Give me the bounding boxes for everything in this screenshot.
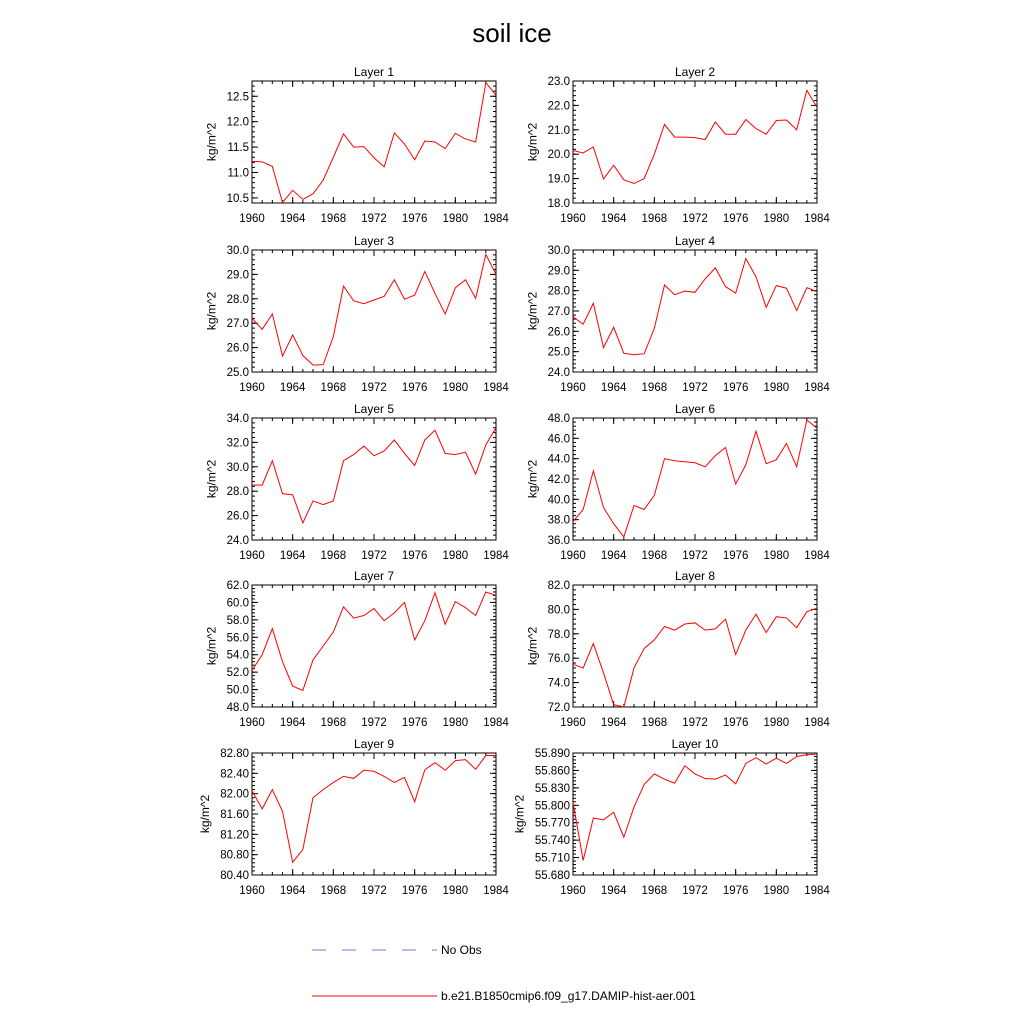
x-tick-label: 1968: [320, 550, 347, 562]
x-tick-label: 1968: [641, 717, 668, 729]
series-line-layer-3: [252, 254, 496, 365]
y-tick-label: 23.0: [547, 76, 570, 88]
legend: [312, 943, 696, 1003]
y-tick-label: 42.0: [547, 474, 570, 486]
panel-layer-3: [205, 234, 510, 394]
series-line-layer-4: [573, 259, 817, 355]
x-tick-label: 1976: [722, 382, 749, 394]
y-tick-label: 54.0: [226, 649, 249, 662]
x-tick-label: 1968: [320, 717, 347, 729]
panel-title: Layer 2: [674, 65, 716, 79]
figure-title: soil ice: [472, 18, 552, 48]
panel-grid: [198, 65, 830, 897]
x-tick-label: 1960: [239, 885, 265, 897]
y-tick-label: 62.0: [226, 580, 249, 592]
panel-title: Layer 8: [674, 569, 716, 583]
panel-frame: [573, 250, 817, 372]
panel-title: Layer 6: [674, 402, 716, 416]
y-tick-label: 22.0: [547, 100, 570, 113]
x-tick-label: 1976: [401, 213, 428, 225]
y-tick-label: 56.0: [226, 632, 249, 645]
y-tick-label: 28.0: [226, 486, 249, 499]
legend-label-no-obs: No Obs: [441, 943, 482, 957]
y-tick-label: 24.0: [226, 535, 249, 547]
y-tick-label: 82.40: [220, 768, 249, 781]
y-tick-label: 55.830: [534, 782, 570, 795]
x-tick-label: 1972: [682, 382, 708, 394]
y-tick-label: 44.0: [547, 453, 570, 466]
y-tick-label: 81.20: [220, 829, 249, 842]
panel-layer-1: [205, 65, 510, 225]
y-tick-label: 27.0: [226, 318, 249, 331]
series-line-layer-9: [252, 756, 496, 863]
y-tick-label: 24.0: [547, 367, 570, 379]
x-tick-label: 1972: [361, 382, 387, 394]
y-tick-label: 30.0: [226, 461, 249, 474]
y-tick-label: 34.0: [226, 413, 249, 425]
x-tick-label: 1984: [483, 550, 509, 562]
panel-frame: [573, 418, 817, 540]
series-line-layer-8: [573, 608, 817, 707]
panel-layer-5: [205, 402, 510, 562]
y-tick-label: 28.0: [226, 293, 249, 306]
legend-label-model-run: b.e21.B1850cmip6.f09_g17.DAMIP-hist-aer.001: [441, 989, 696, 1003]
x-tick-label: 1980: [442, 213, 469, 225]
x-tick-label: 1968: [320, 382, 347, 394]
x-tick-label: 1972: [682, 213, 708, 225]
panel-layer-9: [198, 737, 509, 897]
x-tick-label: 1976: [401, 885, 428, 897]
x-tick-label: 1960: [560, 382, 586, 394]
y-tick-label: 80.40: [220, 870, 249, 882]
y-tick-label: 29.0: [547, 265, 570, 278]
y-tick-label: 72.0: [547, 702, 570, 714]
y-tick-label: 11.0: [227, 167, 249, 180]
x-tick-label: 1984: [804, 885, 830, 897]
y-tick-label: 10.5: [226, 192, 249, 205]
x-tick-label: 1976: [722, 550, 749, 562]
y-tick-label: 20.0: [547, 149, 570, 162]
y-tick-label: 26.0: [547, 326, 570, 339]
x-tick-label: 1968: [320, 213, 347, 225]
series-line-layer-7: [252, 592, 496, 690]
y-tick-label: 82.0: [547, 580, 570, 592]
panel-frame: [573, 585, 817, 707]
y-tick-label: 74.0: [547, 677, 570, 690]
x-tick-label: 1964: [279, 213, 306, 225]
y-tick-label: 36.0: [547, 535, 570, 547]
y-axis-label: kg/m^2: [512, 794, 527, 834]
y-tick-label: 55.890: [534, 748, 570, 760]
x-tick-label: 1984: [804, 550, 830, 562]
y-tick-label: 25.0: [547, 346, 570, 359]
y-tick-label: 48.0: [547, 413, 570, 425]
x-tick-label: 1960: [560, 550, 586, 562]
y-tick-label: 55.800: [534, 800, 570, 813]
x-tick-label: 1960: [239, 717, 265, 729]
y-tick-label: 25.0: [226, 367, 249, 379]
x-tick-label: 1968: [641, 213, 668, 225]
x-tick-label: 1960: [560, 885, 586, 897]
y-tick-label: 82.80: [220, 748, 249, 760]
x-tick-label: 1960: [239, 550, 265, 562]
y-tick-label: 32.0: [226, 437, 249, 450]
y-tick-label: 40.0: [547, 494, 570, 507]
y-axis-label: kg/m^2: [204, 291, 219, 331]
x-tick-label: 1964: [600, 885, 627, 897]
y-tick-label: 82.00: [220, 788, 249, 801]
x-tick-label: 1984: [483, 885, 509, 897]
x-tick-label: 1972: [361, 213, 387, 225]
y-axis-label: kg/m^2: [198, 794, 212, 834]
x-tick-label: 1972: [682, 885, 708, 897]
x-tick-label: 1968: [641, 550, 668, 562]
x-tick-label: 1976: [401, 550, 428, 562]
x-tick-label: 1968: [320, 885, 347, 897]
x-tick-label: 1960: [560, 717, 586, 729]
y-tick-label: 55.710: [534, 852, 570, 865]
y-axis-label: kg/m^2: [525, 122, 540, 162]
panel-layer-10: [512, 737, 830, 897]
panel-layer-2: [526, 65, 831, 225]
y-tick-label: 80.0: [547, 604, 570, 617]
x-tick-label: 1984: [483, 213, 509, 225]
x-tick-label: 1980: [442, 717, 469, 729]
y-tick-label: 48.0: [226, 702, 249, 714]
x-tick-label: 1980: [763, 213, 790, 225]
y-tick-label: 81.60: [220, 809, 249, 821]
x-tick-label: 1964: [279, 550, 306, 562]
x-tick-label: 1984: [483, 382, 509, 394]
y-axis-label: kg/m^2: [204, 626, 219, 666]
y-tick-label: 46.0: [547, 433, 570, 446]
x-tick-label: 1964: [279, 382, 306, 394]
y-tick-label: 55.740: [534, 835, 570, 848]
x-tick-label: 1972: [682, 550, 708, 562]
panel-frame: [573, 81, 817, 203]
x-tick-label: 1980: [442, 382, 469, 394]
y-tick-label: 19.0: [547, 173, 570, 186]
panel-layer-8: [526, 569, 831, 729]
y-tick-label: 12.0: [226, 116, 249, 129]
y-axis-label: kg/m^2: [204, 459, 219, 499]
y-tick-label: 18.0: [547, 198, 570, 210]
y-tick-label: 60.0: [226, 597, 249, 610]
panel-title: Layer 3: [353, 234, 395, 248]
x-tick-label: 1968: [641, 382, 668, 394]
x-tick-label: 1960: [560, 213, 586, 225]
y-tick-label: 28.0: [547, 285, 570, 298]
x-tick-label: 1976: [722, 885, 749, 897]
y-tick-label: 30.0: [547, 245, 570, 257]
x-tick-label: 1960: [239, 213, 265, 225]
y-tick-label: 26.0: [226, 510, 249, 523]
x-tick-label: 1980: [442, 885, 469, 897]
x-tick-label: 1964: [279, 717, 306, 729]
panel-title: Layer 9: [353, 737, 395, 751]
x-tick-label: 1984: [804, 213, 830, 225]
x-tick-label: 1984: [804, 717, 830, 729]
x-tick-label: 1972: [361, 550, 387, 562]
panel-frame: [252, 418, 496, 540]
panel-frame: [252, 585, 496, 707]
panel-title: Layer 1: [353, 65, 395, 79]
series-line-layer-5: [252, 428, 496, 523]
series-line-layer-6: [573, 420, 817, 537]
x-tick-label: 1964: [279, 885, 306, 897]
x-tick-label: 1980: [763, 717, 790, 729]
panel-title: Layer 4: [674, 234, 716, 248]
x-tick-label: 1980: [442, 550, 469, 562]
panel-layer-7: [205, 569, 510, 729]
x-tick-label: 1980: [763, 885, 790, 897]
y-tick-label: 55.680: [534, 870, 570, 882]
y-tick-label: 12.5: [226, 91, 249, 104]
series-line-layer-10: [573, 754, 817, 860]
y-tick-label: 76.0: [547, 653, 570, 666]
series-line-layer-2: [573, 90, 817, 183]
y-tick-label: 30.0: [226, 245, 249, 257]
x-tick-label: 1984: [804, 382, 830, 394]
y-tick-label: 27.0: [547, 306, 570, 318]
y-tick-label: 21.0: [547, 124, 570, 137]
y-tick-label: 52.0: [226, 667, 249, 680]
y-tick-label: 80.80: [220, 849, 249, 862]
x-tick-label: 1964: [600, 213, 627, 225]
x-tick-label: 1980: [763, 382, 790, 394]
y-tick-label: 38.0: [547, 514, 570, 527]
y-tick-label: 26.0: [226, 342, 249, 355]
y-tick-label: 58.0: [226, 614, 249, 627]
x-tick-label: 1972: [361, 717, 387, 729]
x-tick-label: 1976: [722, 213, 749, 225]
panel-layer-6: [526, 402, 831, 562]
x-tick-label: 1976: [401, 717, 428, 729]
x-tick-label: 1976: [722, 717, 749, 729]
y-tick-label: 55.770: [534, 817, 570, 830]
x-tick-label: 1980: [763, 550, 790, 562]
y-tick-label: 78.0: [547, 628, 570, 641]
panel-layer-4: [526, 234, 831, 394]
y-axis-label: kg/m^2: [525, 291, 540, 331]
y-tick-label: 11.5: [227, 142, 249, 155]
x-tick-label: 1976: [401, 382, 428, 394]
x-tick-label: 1968: [641, 885, 668, 897]
x-tick-label: 1964: [600, 382, 627, 394]
y-tick-label: 55.860: [534, 765, 570, 778]
x-tick-label: 1972: [682, 717, 708, 729]
x-tick-label: 1964: [600, 717, 627, 729]
y-axis-label: kg/m^2: [204, 122, 219, 162]
x-tick-label: 1972: [361, 885, 387, 897]
panel-frame: [252, 250, 496, 372]
x-tick-label: 1960: [239, 382, 265, 394]
y-axis-label: kg/m^2: [525, 626, 540, 666]
y-tick-label: 50.0: [226, 684, 249, 697]
y-axis-label: kg/m^2: [525, 459, 540, 499]
x-tick-label: 1964: [600, 550, 627, 562]
y-tick-label: 29.0: [226, 269, 249, 282]
panel-title: Layer 10: [671, 737, 719, 751]
panel-frame: [252, 81, 496, 203]
panel-frame: [573, 753, 817, 875]
panel-title: Layer 7: [353, 569, 395, 583]
series-line-layer-1: [252, 83, 496, 203]
panel-title: Layer 5: [353, 402, 395, 416]
x-tick-label: 1984: [483, 717, 509, 729]
